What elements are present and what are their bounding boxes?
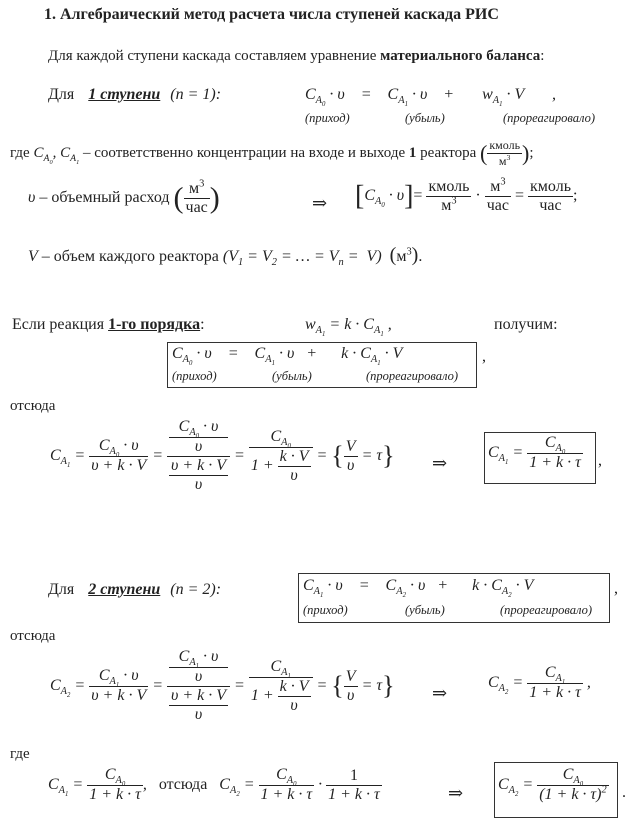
stage1-n: (n = 1): — [170, 86, 222, 103]
label-income-2: (приход) — [172, 369, 217, 383]
where-reactor-num: 1 — [408, 144, 417, 161]
where-2: где — [10, 746, 30, 762]
balance-eq-1: $C_{A_0} \cdot \upsilon$ = $C_{A_1} \cdot \upsilon$ + $w_{A_1} \cdot V$ , — [305, 86, 556, 109]
volume-text: – объем каждого реактора — [37, 248, 223, 265]
stage1-for: Для — [48, 86, 75, 103]
stage2-name: 2 ступени — [88, 581, 161, 598]
label-reacted-3: (прореагировало) — [500, 603, 593, 617]
unit-m-2: м — [188, 180, 200, 197]
where-word: где — [10, 144, 30, 161]
balance-eq-2: $C_{A_1} \cdot \upsilon$ = $C_{A_2} \cdot \upsilon$ + $k \cdot C_{A_2} \cdot V$ — [303, 577, 534, 600]
stage1-name: 1 ступени — [88, 86, 161, 103]
final-line: $C_{A_1}$ = $\frac{C_{A_0}}{1 + k \cdot \tau}$ , отсюда $C_{A_2}$ = $\frac{C_{A_0}}{1 + k \cdot \tau}$ · $\frac{1}{1 + k \cdot \tau}$ — [48, 766, 380, 804]
implies-arrow-3: ⇒ — [432, 683, 448, 703]
result-2: $C_{A_2}$ = $\frac{C_{A_1}}{1 + k \cdot \tau}$ , — [488, 664, 591, 702]
first-order-text: Если реакция — [12, 316, 109, 333]
label-loss-1: (убыль) — [405, 111, 445, 125]
flow-units-eq: $[C_{A_0} \cdot \upsilon]=$ $\frac{\text{кмоль}}{м^3}$ · $\frac{м^3}{\text{час}}$ = $\frac{\text{кмоль}}{\text{час}}$ ; — [355, 176, 578, 214]
comma-3: , — [614, 580, 618, 597]
stage1-heading — [48, 86, 221, 104]
result-final: $C_{A_2}$ = $\frac{C_{A_0}}{(1 + k \cdot \tau)^2}$ — [498, 766, 607, 804]
derivation-2: $C_{A_2}$ = $\frac{C_{A_1} \cdot \upsilon}{\upsilon + k \cdot V}$ = $C_{A_1} \cdot \upsilon$ υ υ + k · V υ = $C_{A_1}$ 1 + $\frac{k \cdot V}{\upsilon}$ = { $\frac{V}{\upsilon}$ = τ} — [50, 648, 395, 724]
label-loss-3: (убыль) — [405, 603, 445, 617]
implies-arrow-1: ⇒ — [312, 193, 328, 213]
implies-arrow-4: ⇒ — [448, 783, 464, 803]
stage2-heading — [48, 581, 221, 599]
comma-2: , — [598, 452, 602, 469]
first-order-line — [12, 316, 205, 334]
flow-rate-line: υ – объемный расход ( $\frac{м^3}{\text{час}}$ ) — [28, 178, 220, 216]
intro-text: Для каждой ступени каскада составляем уравнение — [48, 48, 381, 64]
label-reacted-1: (прореагировало) — [503, 111, 596, 125]
label-income-3: (приход) — [303, 603, 348, 617]
unit-m: м — [498, 154, 507, 168]
label-loss-2: (убыль) — [272, 369, 312, 383]
stage2-for: Для — [48, 581, 75, 598]
where-concentrations: где $C_{A_0}$, $C_{A_1}$ – соответственно концентрации на входе и выходе 1 реактора ( $\frac{\text{кмоль}}{м^3}$ ); — [10, 138, 534, 168]
we-get: получим: — [494, 316, 558, 333]
where-tail: реактора — [416, 144, 480, 161]
page-title: 1. Алгебраический метод расчета числа ступеней каскада РИС — [44, 6, 499, 23]
unit-kmol: кмоль — [489, 138, 521, 152]
flow-text: – объемный расход — [35, 189, 174, 207]
rate-eq: $w_{A_1} = k \cdot C_{A_1}$ , — [305, 316, 392, 339]
label-income-1: (приход) — [305, 111, 350, 125]
label-reacted-2: (прореагировало) — [366, 369, 459, 383]
period-final: . — [622, 784, 626, 801]
result-1: $C_{A_1}$ = $\frac{C_{A_0}}{1 + k \cdot \tau}$ — [488, 434, 581, 472]
implies-arrow-2: ⇒ — [432, 453, 448, 473]
comma-1: , — [482, 348, 486, 365]
first-order-bold: 1-го порядка — [108, 316, 201, 333]
where-text: – соответственно концентрации на входе и выходе — [79, 144, 409, 161]
intro-line — [48, 48, 544, 65]
intro-bold: материального баланса — [380, 48, 541, 64]
volume-line: V – объем каждого реактора ($V_1 = V_2$ = … = $V_n = V$) $(м^3)$. — [28, 244, 423, 269]
hence-3: отсюда — [158, 775, 208, 793]
derivation-1: $C_{A_1}$ = $\frac{C_{A_0} \cdot \upsilon}{\upsilon + k \cdot V}$ = $C_{A_0} \cdot \upsilon$ υ υ + k · V υ = $C_{A_0}$ 1 + $\frac{k \cdot V}{\upsilon}$ = { $\frac{V}{\upsilon}$ = τ} — [50, 418, 395, 494]
balance-eq-first-order: $C_{A_0} \cdot \upsilon$ = $C_{A_1} \cdot \upsilon$ + $k \cdot C_{A_1} \cdot V$ — [172, 345, 403, 368]
unit-hour: час — [185, 199, 208, 216]
intro-suffix: : — [540, 48, 545, 64]
hence-1: отсюда — [10, 398, 56, 414]
hence-2: отсюда — [10, 628, 56, 644]
first-order-colon: : — [200, 316, 205, 333]
stage2-n: (n = 2): — [170, 581, 222, 598]
